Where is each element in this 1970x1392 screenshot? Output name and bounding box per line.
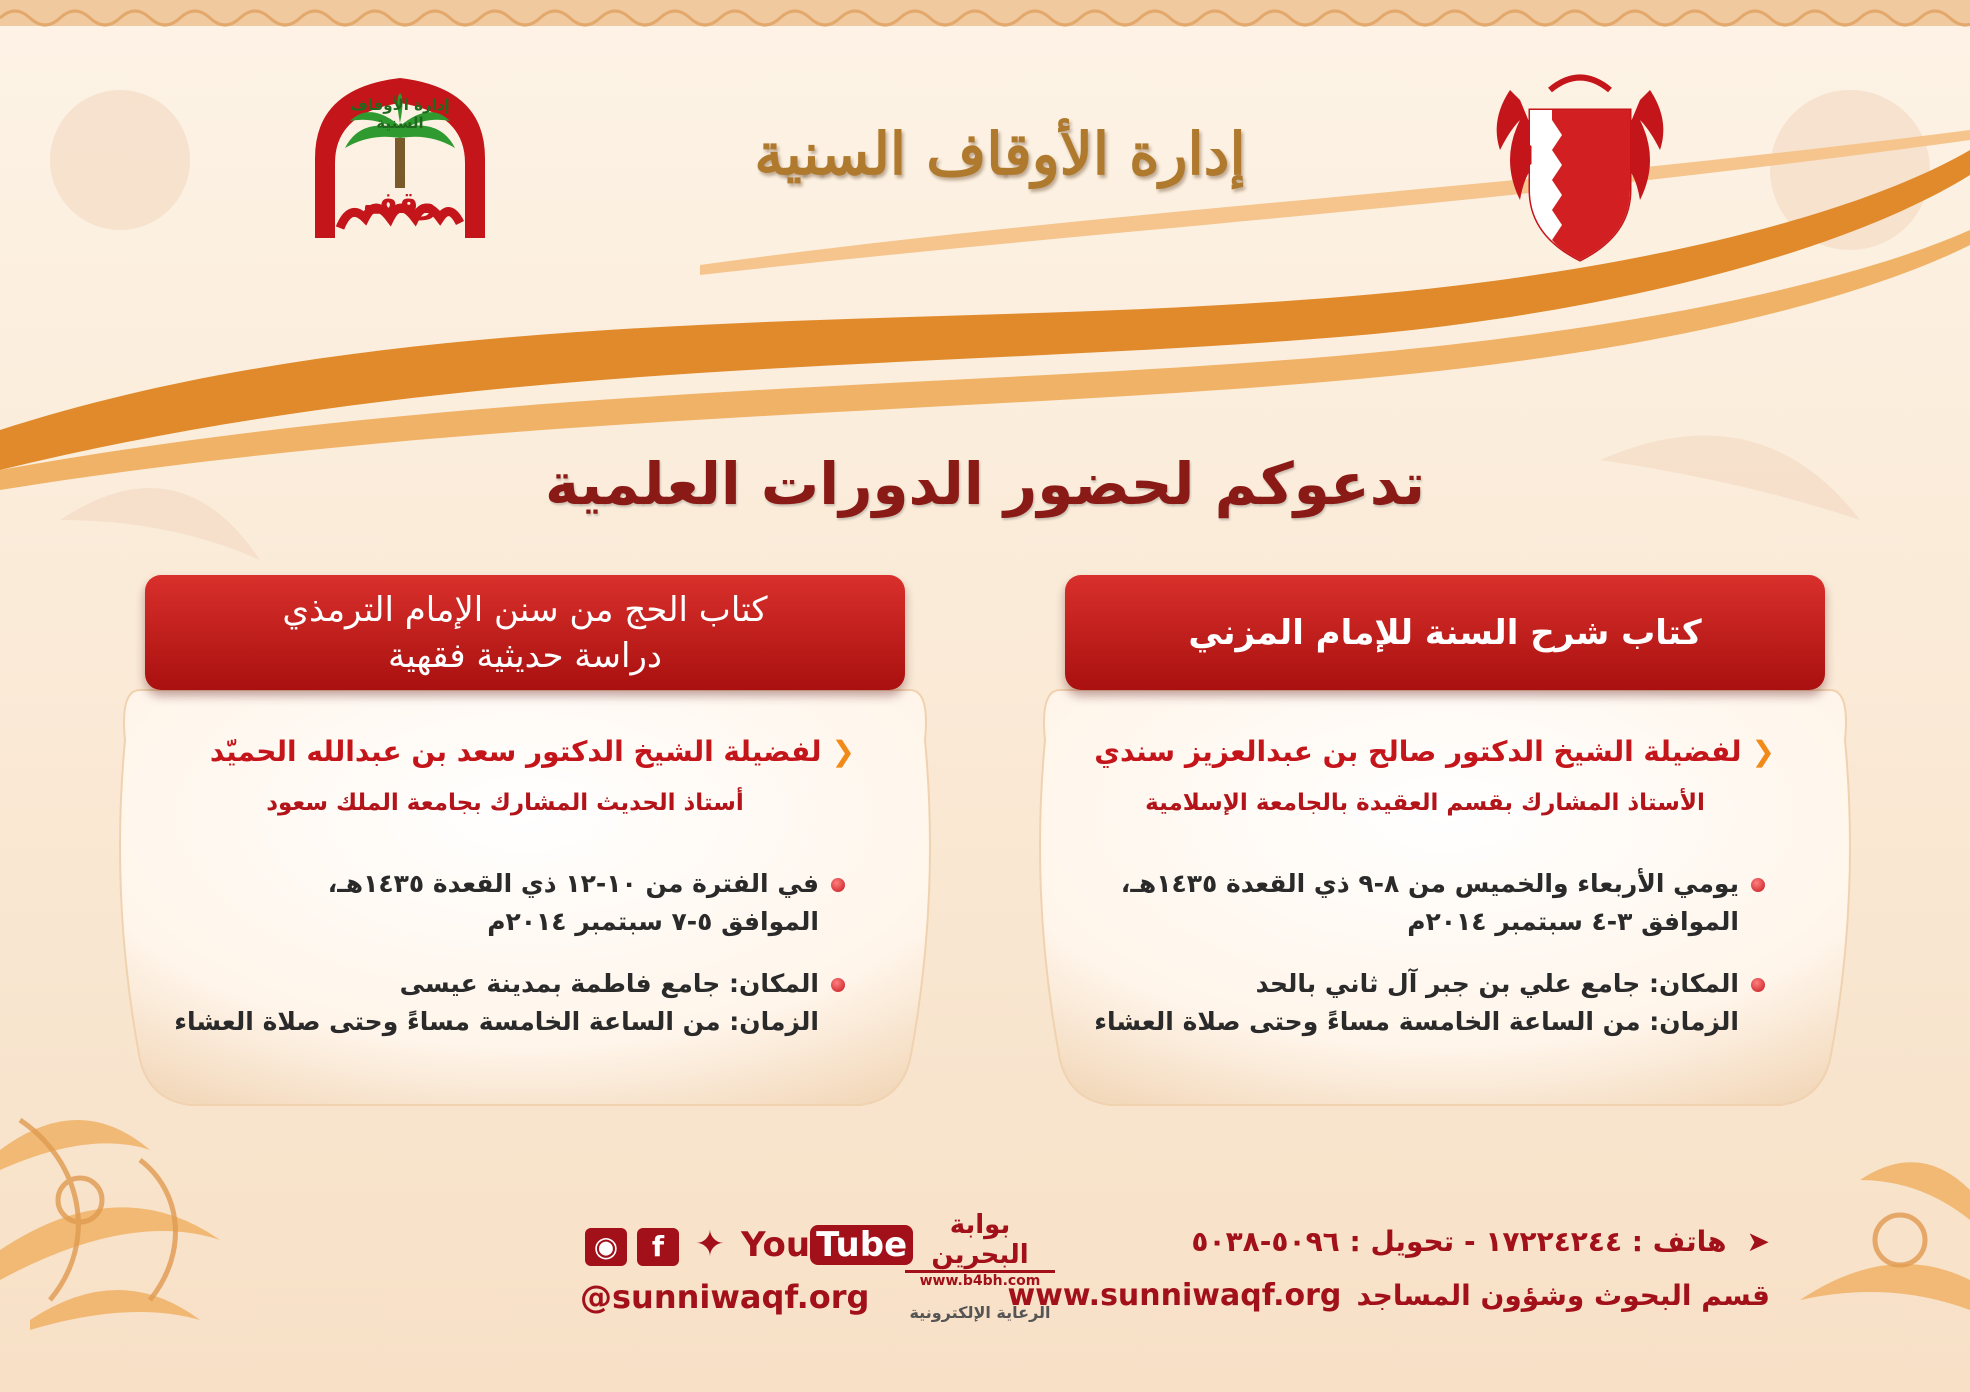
footer-website[interactable]: www.sunniwaqf.org bbox=[1007, 1278, 1342, 1313]
chevron-left-icon: ❮ bbox=[831, 735, 855, 768]
portal-logo[interactable] bbox=[905, 1210, 1055, 1322]
course-2-dates bbox=[328, 865, 845, 941]
course-2-lecturer-title: أستاذ الحديث المشارك بجامعة الملك سعود bbox=[266, 790, 744, 816]
course-1-date-line2: الموافق ٣-٤ سبتمبر ٢٠١٤م bbox=[1407, 907, 1739, 936]
course-card-1 bbox=[1035, 575, 1795, 1120]
course-2-lecturer bbox=[210, 735, 855, 768]
youtube-icon[interactable] bbox=[741, 1225, 917, 1265]
chevron-left-icon: ❮ bbox=[1751, 735, 1775, 768]
bullet-icon bbox=[831, 878, 845, 892]
social-handle[interactable]: @sunniwaqf.org bbox=[580, 1278, 870, 1316]
course-card-2-header bbox=[145, 575, 905, 690]
course-2-place: المكان: جامع فاطمة بمدينة عيسى bbox=[399, 969, 819, 998]
course-2-lecturer-name: لفضيلة الشيخ الدكتور سعد بن عبدالله الحميّد bbox=[209, 735, 822, 768]
facebook-icon[interactable]: f bbox=[637, 1228, 679, 1266]
bullet-icon bbox=[1751, 978, 1765, 992]
invitation-heading: تدعوكم لحضور الدورات العلمية bbox=[544, 450, 1426, 518]
portal-url: www.b4bh.com bbox=[919, 1273, 1041, 1289]
waqf-logo-word: وقف bbox=[362, 186, 438, 221]
course-2-date-line2: الموافق ٥-٧ سبتمبر ٢٠١٤م bbox=[487, 907, 819, 936]
course-2-date-line1: في الفترة من ١٠-١٢ ذي القعدة ١٤٣٥هـ، bbox=[327, 869, 819, 898]
course-card-2 bbox=[115, 575, 875, 1120]
course-2-subtitle: دراسة حديثية فقهية bbox=[387, 635, 663, 676]
bullet-icon bbox=[1751, 878, 1765, 892]
course-1-lecturer bbox=[1094, 735, 1775, 768]
waqf-logo bbox=[295, 68, 505, 248]
course-2-time: الزمان: من الساعة الخامسة مساءً وحتى صلاة العشاء bbox=[174, 1007, 819, 1036]
course-1-dates bbox=[1121, 865, 1765, 941]
course-1-lecturer-name: لفضيلة الشيخ الدكتور صالح بن عبدالعزيز سندي bbox=[1094, 735, 1742, 768]
footer-department: قسم البحوث وشؤون المساجد bbox=[1356, 1279, 1770, 1312]
twitter-icon[interactable]: ✦ bbox=[694, 1224, 726, 1265]
course-card-1-header bbox=[1065, 575, 1825, 690]
course-2-venue bbox=[174, 965, 845, 1041]
footer-contact bbox=[1007, 1278, 1770, 1313]
bullet-icon bbox=[831, 978, 845, 992]
waqf-logo-emblem bbox=[295, 68, 505, 248]
course-1-place: المكان: جامع علي بن جبر آل ثاني بالحد bbox=[1255, 969, 1739, 998]
org-title: إدارة الأوقاف السنية bbox=[754, 120, 1246, 188]
course-1-title: كتاب شرح السنة للإمام المزني bbox=[1188, 612, 1702, 653]
waqf-logo-text: إدارة الأوقاف السنية bbox=[350, 96, 450, 132]
course-1-time: الزمان: من الساعة الخامسة مساءً وحتى صلاة العشاء bbox=[1094, 1007, 1739, 1036]
arrow-left-icon: ➤ bbox=[1746, 1225, 1770, 1258]
social-icons bbox=[585, 1225, 917, 1266]
portal-sub: الرعاية الإلكترونية bbox=[909, 1303, 1051, 1322]
youtube-tube: Tube bbox=[810, 1225, 913, 1265]
footer-phone bbox=[1191, 1225, 1770, 1258]
course-1-date-line1: يومي الأربعاء والخميس من ٨-٩ ذي القعدة ١٤٣٥هـ، bbox=[1120, 869, 1739, 898]
course-1-venue bbox=[1094, 965, 1765, 1041]
instagram-icon[interactable]: ◉ bbox=[585, 1228, 627, 1266]
course-2-title: كتاب الحج من سنن الإمام الترمذي bbox=[282, 589, 768, 630]
portal-name: بوابة البحرين bbox=[905, 1210, 1055, 1273]
course-1-lecturer-title: الأستاذ المشارك بقسم العقيدة بالجامعة الإسلامية bbox=[1145, 790, 1705, 816]
youtube-you: You bbox=[741, 1225, 811, 1265]
footer-phone-text: هاتف : ١٧٢٢٤٢٤٤ - تحويل : ٥٠٩٦-٥٠٣٨ bbox=[1191, 1225, 1727, 1258]
bahrain-emblem bbox=[1490, 70, 1670, 270]
